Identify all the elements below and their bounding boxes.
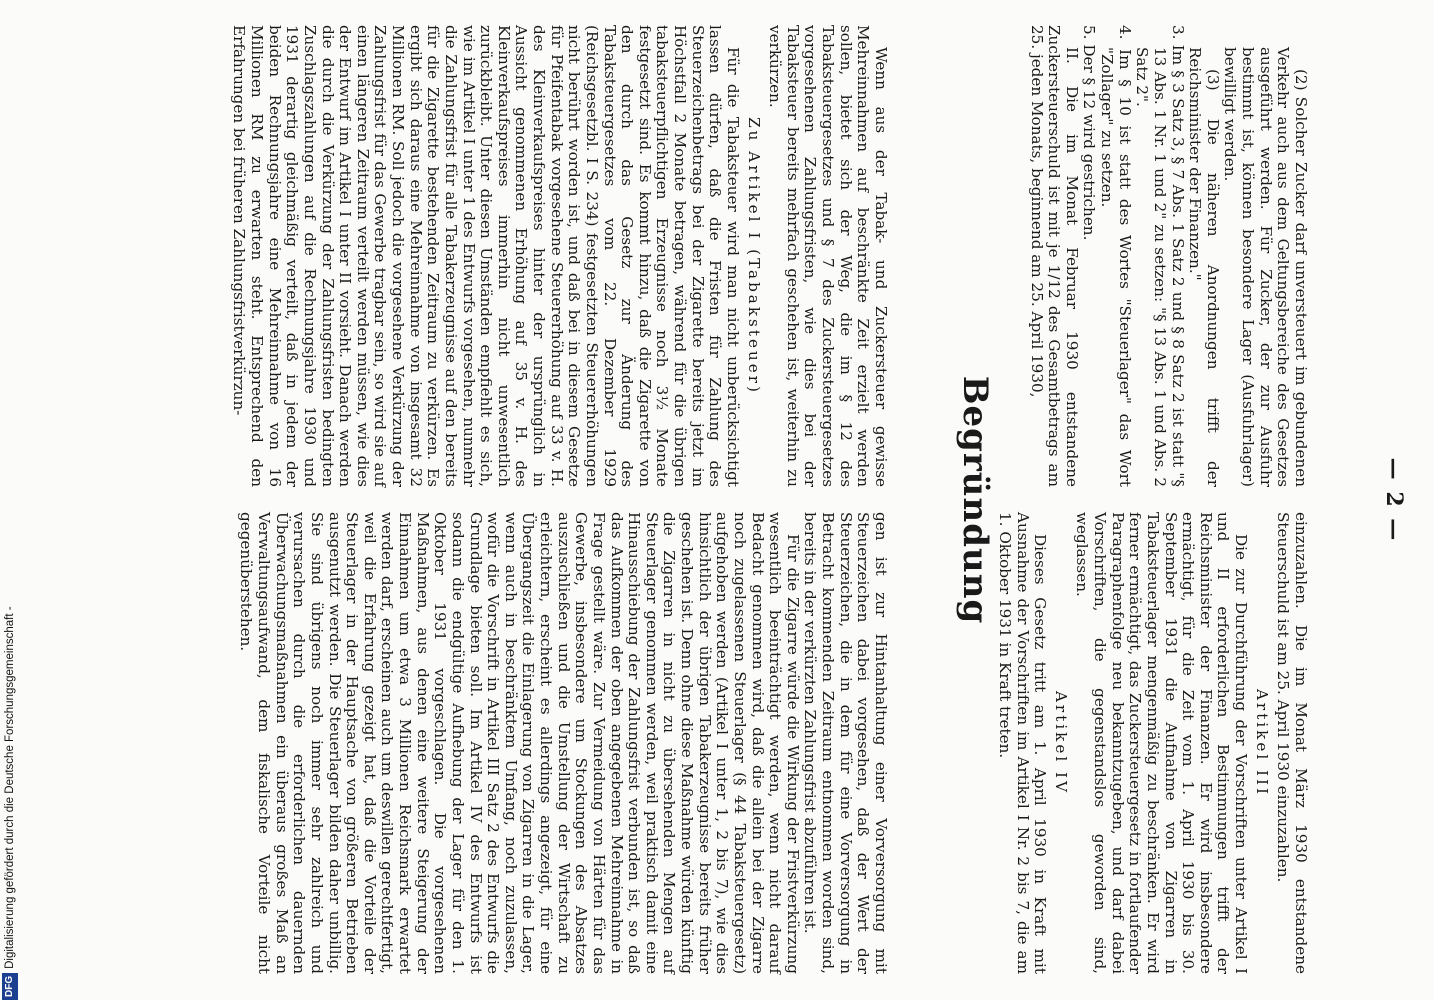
digitization-footer (0, 0, 20, 1000)
dfg-logo: DFG (2, 973, 18, 1000)
article-heading: Artikel IV (1051, 690, 1070, 796)
paragraph: Wenn aus der Tabak- und Zuckersteuer gewisse Mehreinnahmen auf beschränkte Zeit erzielt werden sollen, bietet sich der Weg, die im § 12 des Tabaksteuergesetzes und § 7 des Zuckersteuergesetzes vorgesehenen Zahlungsfristen, wie dies bei der Tabaksteuer bereits mehrfach geschehen ist, weiterhin zu verkürzen. (766, 25, 890, 487)
paragraph: II. Die im Monat Februar 1930 entstandene Zuckersteuerschuld ist mit je 1/12 des Gesamtbetrags am 25. jeden Monats, beginnend am 25. April 1930, (1027, 25, 1081, 487)
footer-credit: Digitalisierung gefördert durch die Deutsche Forschungsgemeinschaft - (4, 606, 16, 969)
paragraph: 4. Im § 10 ist statt des Wortes "Steuerlager" das Wort "Zollager" zu setzen. (1098, 25, 1134, 487)
paragraph: 3. Im § 3 Satz 3, § 7 Abs. 1 Satz 2 und § 8 Satz 2 ist statt "§ 13 Abs. 1 Nr. 1 und 2" zu setzen: "§ 13 Abs. 1 und Abs. 2 Satz 2". (1133, 25, 1187, 487)
article-heading: Artikel III (1252, 688, 1271, 798)
article-heading: Zu Artikel I (Tabaksteuer) (744, 117, 763, 395)
paragraph: gen ist zur Hintanhaltung einer Vorversorgung mit Steuerzeichen dabei vorgesehen, daß der Wert der Steuerzeichen, die in dem für eine Vorversorgung in Betracht kommenden Zeitraum entnommen worden sind, bereits in der verkürzten Zahlungsfrist abzuführen ist. (801, 512, 890, 974)
paragraph: 5. Der § 12 wird gestrichen. (1080, 25, 1099, 241)
paragraph: Für die Tabaksteuer wird man nicht unberücksichtigt lassen dürfen, daß die Fristen für Zahlung des Steuerzeichenbetrags bei der Zigarette bereits jetzt im Höchstfall 2 Monate betragen, während für die übrigen tabaksteuerpflichtigen Erzeugnisse noch 3½ Monate festgesetzt sind. Es kommt hinzu, daß die Zigarette von den durch das Gesetz zur Änderung des Tabaksteuergesetzes vom 22. Dezember 1929 (Reichsgesetzbl. I S. 234) festgesetzten Steuererhöhungen nicht berührt worden ist, und daß bei in diesem Gesetze für Pfeifentabak vorgesehene Steuererhöhung auf 33 v. H. des Kleinverkaufspreises hinter der ursprünglich in Aussicht genommenen Erhöhung auf 35 v. H. des Kleinverkaufspreises immerhin nicht unwesentlich zurückbleibt. Unter diesen Umständen empfiehlt es sich, wie im Artikel I unter 1 des Entwurfs vorgesehen, nunmehr die Zahlungsfrist für alle Tabakerzeugnisse auf den bereits für die Zigarette bestehenden Zeitraum zu verkürzen. Es ergibt sich daraus eine Mehreinnahme von insgesamt 32 Millionen RM. Soll jedoch die vorgesehene Verkürzung der Zahlungsfrist für das Gewerbe tragbar sein, so wird sie auf einen längeren Zeitraum verteilt werden müssen, wie dies der Entwurf im Artikel I unter II vorsieht. Danach werden die durch die Verkürzung der Zahlungsfristen bedingten Zuschlagszahlungen auf die Rechnungsjahre 1930 und 1931 derartig gleichmäßig verteilt, daß in jedem der beiden Rechnungsjahre eine Mehreinnahme von 16 Millionen RM zu erwarten steht. Entsprechend den Erfahrungen bei früheren Zahlungsfristverkürzun- (230, 25, 742, 487)
lower-left-column (230, 25, 889, 487)
paragraph: Dieses Gesetz tritt am 1. April 1930 in Kraft mit Ausnahme der Vorschriften im Artikel I Nr. 2 bis 7, die am 1. Oktober 1931 in Kraft treten. (996, 512, 1050, 974)
upper-left-column (1027, 25, 1309, 487)
page-number: — 2 — (1381, 457, 1407, 543)
paragraph: Für die Zigarre würde die Wirkung der Fristverkürzung wesentlich beeinträchtigt werden, wenn nicht darauf Bedacht genommen wird, daß die allein bei der Zigarre noch zugelassenen Steuerlager (§ 44 Tabaksteuergesetz) aufgehoben werden (Artikel I unter 1, 2 bis 7), wie dies hinsichtlich der übrigen Tabakerzeugnisse bereits früher geschehen ist. Denn ohne diese Maßnahme würden künftig die Zigarren in nicht zu übersehenden Mengen auf Steuerlager genommen werden, weil praktisch damit eine Hinausschiebung der Zahlungsfrist verbunden ist, so daß das Aufkommen der oben angegebenen Mehreinnahme in Frage gestellt wäre. Zur Vermeidung von Härten für das Gewerbe, insbesondere um Stockungen des Absatzes auszuschließen und die Umstellung der Wirtschaft zu erleichtern, erscheint es allerdings angezeigt, für eine Übergangszeit die Einlagerung von Zigarren in die Lager, wenn auch in beschränktem Umfang, noch zuzulassen, wofür die Vorschrift in Artikel III Satz 2 des Entwurfs die Grundlage bieten soll. Im Artikel IV des Entwurfs ist sodann die endgültige Aufhebung der Lager für den 1. Oktober 1931 vorgeschlagen. Die vorgesehenen Maßnahmen, aus denen eine weitere Steigerung der Einnahmen um etwa 3 Millionen Reichsmark erwartet werden darf, erscheinen auch um deswillen gerechtfertigt, weil die Erfahrung gezeigt hat, daß die Vorteile der Steuerlager in der Hauptsache von größeren Betrieben ausgenutzt werden. Die Steuerlager bilden daher unbillig. Sie sind übrigens noch immer sehr zahlreich und verursachen durch die erforderlichen dauernden Überwachungsmaßnahmen ein überaus großes Maß an Verwaltungsaufwand, dem fiskalische Vorteile nicht gegenüberstehen. (237, 512, 802, 974)
paragraph: (3) Die näheren Anordnungen trifft der Reichsminister der Finanzen." (1186, 47, 1222, 487)
upper-right-column (995, 512, 1309, 974)
paragraph: (2) Solcher Zucker darf unversteuert im gebundenen Verkehr auch aus dem Geltungsbereiche des Gesetzes ausgeführt werden. Für Zucker, der zur Ausfuhr bestimmt ist, können besondere Lager (Ausfuhrlager) bewilligt werden. (1221, 47, 1310, 487)
section-heading: Begründung (955, 375, 995, 625)
paragraph: Die zur Durchführung der Vorschriften unter Artikel I und II erforderlichen Bestimmungen trifft der Reichsminister der Finanzen. Er wird insbesondere ermächtigt, für die Zeit vom 1. April 1930 bis 30. September 1931 die Aufnahme von Zigarren in Tabaksteuerlager mengenmäßig zu beschränken. Er wird ferner ermächtigt, das Zuckersteuergesetz in fortlaufender Paragraphenfolge neu bekanntzugeben, und darf dabei Vorschriften, die gegenstandslos geworden sind, weglassen. (1073, 512, 1251, 974)
paragraph: einzuzahlen. Die im Monat März 1930 entstandene Steuerschuld ist am 25. April 1930 einzuzahlen. (1274, 512, 1310, 974)
lower-right-column (237, 512, 889, 974)
